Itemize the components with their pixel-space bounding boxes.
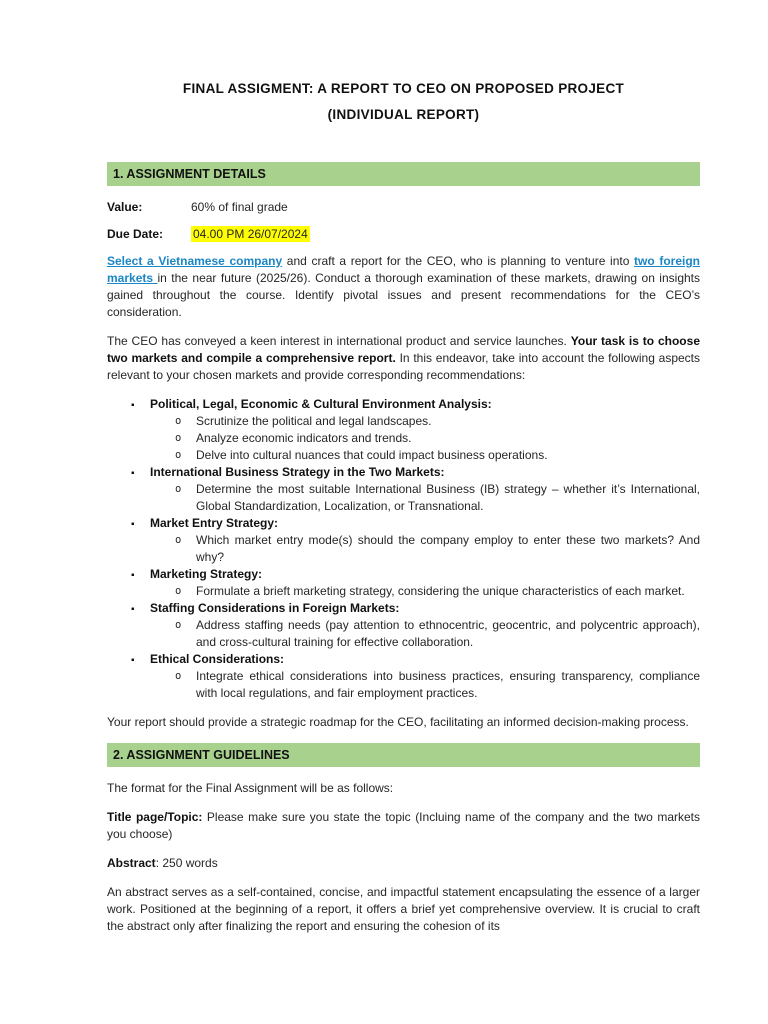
task-bold-text: Your task is to choose two markets and compile a comprehensive report.: [107, 334, 700, 365]
page-title: [107, 76, 700, 128]
bullet-label: Staffing Considerations in Foreign Markets:: [150, 601, 400, 615]
due-date-row: [107, 226, 700, 242]
sub-bullet: o Formulate a brieft marketing strategy, considering the unique characteristics of each market.: [150, 583, 700, 600]
sub-bullet: o Analyze economic indicators and trends.: [150, 430, 700, 447]
page-title-line-2: (INDIVIDUAL REPORT): [327, 107, 480, 122]
sub-bullet: o Integrate ethical considerations into business practices, ensuring transparency, compliance with local regulations, and fair employment practices.: [150, 668, 700, 702]
task-text-1: The CEO has conveyed a keen interest in international product and service launches.: [107, 334, 571, 348]
sub-bullet: o Scrutinize the political and legal landscapes.: [150, 413, 700, 430]
sub-list: [150, 413, 700, 464]
bullet-market-entry: [107, 515, 700, 566]
bullet-ethical: [107, 651, 700, 702]
value-text: 60% of final grade: [191, 200, 288, 214]
abstract-text: : 250 words: [155, 856, 218, 870]
task-text-2: In this endeavor, take into account the following aspects relevant to your chosen markets and provide corresponding recommendations:: [107, 351, 701, 382]
bullet-marketing-strategy: [107, 566, 700, 600]
due-date-label: Due Date:: [107, 227, 164, 241]
value-label: Value:: [107, 200, 143, 214]
bullet-label: Marketing Strategy:: [150, 567, 263, 581]
section-1-header: 1. ASSIGNMENT DETAILS: [107, 162, 700, 186]
abstract-description-paragraph: An abstract serves as a self-contained, concise, and impactful statement encapsulating the essence of a larger work. Positioned at the beginning of a report, it offers a brief yet comprehensive overview. It is crucial to craft the abstract only after finalizing the report and ensuring the cohesion of its: [107, 885, 700, 933]
abstract-paragraph: [107, 855, 700, 872]
sub-bullet: o Delve into cultural nuances that could impact business operations.: [150, 447, 700, 464]
intro-paragraph: [107, 253, 700, 321]
bullet-label: Market Entry Strategy:: [150, 516, 279, 530]
abstract-label: Abstract: [107, 856, 156, 870]
bullet-staffing: [107, 600, 700, 651]
sub-list: [150, 583, 700, 600]
sub-bullet: o Which market entry mode(s) should the company employ to enter these two markets? And why?: [150, 532, 700, 566]
intro-text-2: in the near future (2025/26). Conduct a thorough examination of these markets, drawing on insights gained throughout the course. Identify pivotal issues and present recommendations for the CEO’s consideration.: [107, 271, 700, 319]
bullet-label: Political, Legal, Economic & Cultural Environment Analysis:: [150, 397, 492, 411]
section-2-header: 2. ASSIGNMENT GUIDELINES: [107, 743, 700, 767]
value-row: [107, 199, 700, 215]
foreign-markets-link[interactable]: two foreign markets: [107, 254, 701, 285]
vietnamese-company-link[interactable]: Select a Vietnamese company: [107, 254, 283, 268]
aspects-list: [107, 396, 700, 702]
title-page-text: Please make sure you state the topic (Incluing name of the company and the two markets you choose): [107, 810, 701, 841]
sub-list: [150, 532, 700, 566]
title-page-paragraph: [107, 809, 700, 843]
bullet-ib-strategy: [107, 464, 700, 515]
bullet-label: Ethical Considerations:: [150, 652, 285, 666]
sub-list: [150, 617, 700, 651]
page-title-line-1: FINAL ASSIGMENT: A REPORT TO CEO ON PROPOSED PROJECT: [182, 81, 625, 96]
bullet-political-legal: [107, 396, 700, 464]
sub-list: [150, 481, 700, 515]
due-date-text: 04.00 PM 26/07/2024: [193, 227, 308, 241]
sub-bullet: o Address staffing needs (pay attention to ethnocentric, geocentric, and polycentric approach), and cross-cultural training for effective collaboration.: [150, 617, 700, 651]
closing-paragraph: Your report should provide a strategic roadmap for the CEO, facilitating an informed decision-making process.: [107, 715, 689, 729]
format-paragraph: The format for the Final Assignment will be as follows:: [107, 781, 394, 795]
bullet-label: International Business Strategy in the Two Markets:: [150, 465, 445, 479]
task-paragraph: [107, 333, 700, 384]
title-page-label: Title page/Topic:: [107, 810, 203, 824]
sub-list: [150, 668, 700, 702]
sub-bullet: o Determine the most suitable International Business (IB) strategy – whether it’s International, Global Standardization, Localization, or Transnational.: [150, 481, 700, 515]
intro-text-1: and craft a report for the CEO, who is planning to venture into: [282, 254, 635, 268]
